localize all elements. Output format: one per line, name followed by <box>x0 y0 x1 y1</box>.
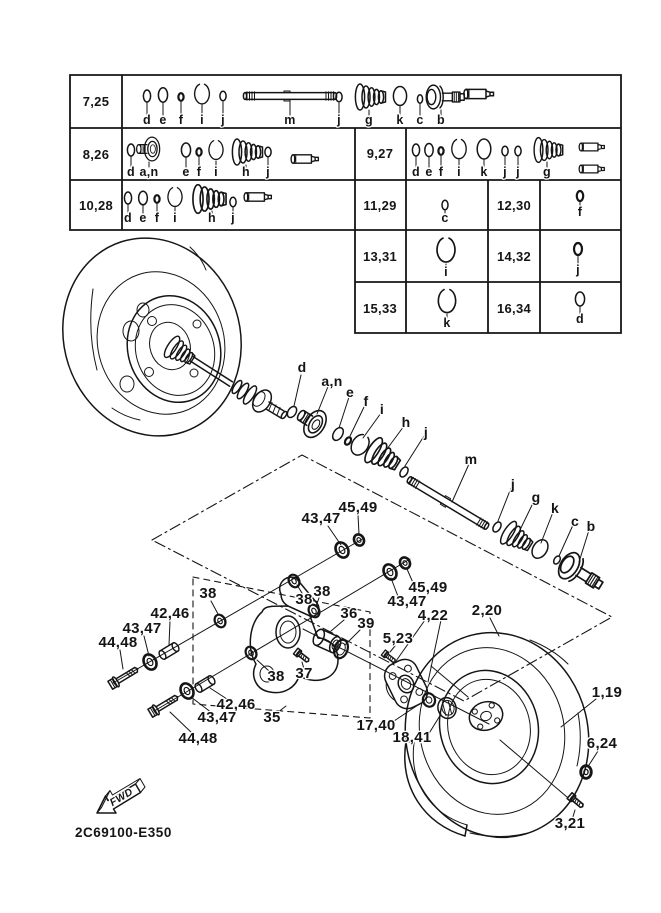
part-letter: f <box>196 165 202 179</box>
callout-17-40: 17,40 <box>356 717 396 734</box>
table-label-15-33: 15,33 <box>362 301 398 316</box>
part-letter: d <box>576 312 584 326</box>
part-letter: b <box>586 518 596 534</box>
part-letter: f <box>363 393 369 409</box>
table-row4-letters <box>124 211 235 225</box>
table-row1-glyphs <box>143 84 493 115</box>
callout-2-20: 2,20 <box>471 602 503 619</box>
part-letter: h <box>242 165 250 179</box>
drawing-code: 2C69100-E350 <box>75 825 172 840</box>
callout-5-23: 5,23 <box>382 630 414 647</box>
part-letter: j <box>423 424 429 440</box>
part-letter: d <box>297 359 307 375</box>
part-letter: f <box>178 113 184 127</box>
part-letter: k <box>480 165 488 179</box>
callout-3-21: 3,21 <box>554 815 586 832</box>
part-letter: j <box>266 165 270 179</box>
part-letter: j <box>576 263 580 277</box>
callout-4-22: 4,22 <box>417 607 449 624</box>
part-letter: g <box>365 113 373 127</box>
part-letter: d <box>124 211 132 225</box>
callout-43-47: 43,47 <box>197 709 237 726</box>
shaft-letter-leaders <box>294 375 589 562</box>
table-row2-letters <box>127 165 270 179</box>
part-letter: e <box>345 384 355 400</box>
part-letter: i <box>214 165 218 179</box>
callout-leaders <box>120 515 598 820</box>
bearing-17-40 <box>421 692 437 709</box>
part-letter: f <box>154 211 160 225</box>
callout-45-49: 45,49 <box>338 499 378 516</box>
part-letter: j <box>510 476 516 492</box>
callout-42-46: 42,46 <box>216 696 256 713</box>
callout-38: 38 <box>267 668 285 685</box>
table-label-16-34: 16,34 <box>496 301 532 316</box>
wheel-hub-4-22 <box>378 655 432 714</box>
parts-table <box>70 75 621 333</box>
part-letter: m <box>464 451 478 467</box>
table-grid <box>70 75 621 333</box>
part-letter: e <box>159 113 167 127</box>
swingarm-plane-outline <box>152 455 612 701</box>
table-row1-letters <box>143 113 445 127</box>
callout-44-48: 44,48 <box>178 730 218 747</box>
callout-39: 39 <box>357 615 375 632</box>
table-label-13-31: 13,31 <box>362 249 398 264</box>
table-label-8-26: 8,26 <box>82 147 110 162</box>
part-letter: c <box>441 211 449 225</box>
part-letter: c <box>416 113 424 127</box>
callout-45-49: 45,49 <box>408 579 448 596</box>
table-label-9-27: 9,27 <box>366 146 394 161</box>
part-letter: j <box>221 113 225 127</box>
callout-1-19: 1,19 <box>591 684 623 701</box>
callout-38: 38 <box>313 583 331 600</box>
part-letter: f <box>438 165 444 179</box>
part-letter: d <box>127 165 135 179</box>
part-letter: k <box>443 316 451 330</box>
part-letter: c <box>570 513 580 529</box>
part-letter: g <box>543 165 551 179</box>
fwd-arrow <box>97 779 145 814</box>
callouts <box>98 499 622 832</box>
table-label-12-30: 12,30 <box>496 198 532 213</box>
part-letter: i <box>457 165 461 179</box>
part-letter: i <box>379 401 385 417</box>
part-letter: i <box>444 265 448 279</box>
part-letter: m <box>284 113 296 127</box>
part-letter: a,n <box>139 165 159 179</box>
part-letter: e <box>182 165 190 179</box>
table-label-10-28: 10,28 <box>78 198 114 213</box>
part-letter: j <box>503 165 507 179</box>
callout-18-41: 18,41 <box>392 729 432 746</box>
part-letter: b <box>437 113 445 127</box>
fwd-label: FWD <box>107 785 136 809</box>
part-letter: h <box>401 414 411 430</box>
callout-43-47: 43,47 <box>387 593 427 610</box>
table-row4-glyphs <box>124 185 271 214</box>
callout-38: 38 <box>295 591 313 608</box>
callout-42-46: 42,46 <box>150 605 190 622</box>
callout-38: 38 <box>199 585 217 602</box>
table-label-7-25: 7,25 <box>82 94 110 109</box>
part-letter: g <box>531 489 541 505</box>
part-letter: d <box>412 165 420 179</box>
callout-6-24: 6,24 <box>586 735 618 752</box>
table-row2-glyphs <box>127 137 318 167</box>
table-label-11-29: 11,29 <box>363 198 397 213</box>
part-letter: k <box>550 500 560 516</box>
part-letter: i <box>173 211 177 225</box>
part-letter: e <box>425 165 433 179</box>
part-letter: k <box>396 113 404 127</box>
valve-axis <box>500 740 567 797</box>
part-letter: f <box>577 205 583 219</box>
drive-shaft-exploded <box>285 359 608 598</box>
left-wheel-assembly <box>37 215 287 460</box>
callout-44-48: 44,48 <box>98 634 138 651</box>
part-letter: j <box>337 113 341 127</box>
part-letter: d <box>143 113 151 127</box>
callout-37: 37 <box>295 665 313 682</box>
part-letter: j <box>516 165 520 179</box>
table-label-14-32: 14,32 <box>496 249 532 264</box>
callout-43-47: 43,47 <box>301 510 341 527</box>
part-letter: j <box>231 211 235 225</box>
part-letter: h <box>208 211 216 225</box>
callout-36: 36 <box>340 605 358 622</box>
part-letter: i <box>200 113 204 127</box>
part-letter: a,n <box>321 373 343 389</box>
part-letter: e <box>139 211 147 225</box>
callout-43-47: 43,47 <box>122 620 162 637</box>
table-row3-letters <box>412 165 551 179</box>
callout-35: 35 <box>263 709 281 726</box>
